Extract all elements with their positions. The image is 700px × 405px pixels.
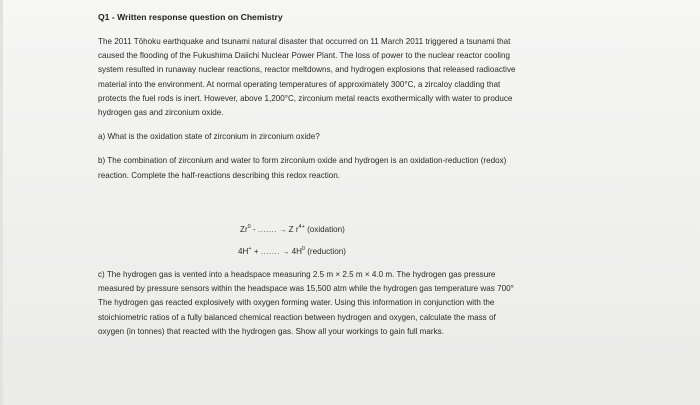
electron-blank-1: ....... (257, 225, 278, 234)
oxidation-half-reaction (240, 224, 345, 237)
product-zr: Z r (288, 225, 299, 234)
electron-blank-2: ....... (260, 247, 281, 256)
oxidation-label: (oxidation) (307, 225, 345, 234)
question-title: Q1 - Written response question on Chemistry (98, 12, 283, 22)
part-b-question: b) The combination of zirconium and water to form zirconium oxide and hydrogen is an oxidation-reduction (redox) reaction. Complete the half-reactions describing this redox reaction. (98, 156, 507, 180)
part-c-block (98, 268, 518, 339)
reaction-arrow-icon: → (279, 227, 287, 234)
reactant-zr-charge: 0 (247, 224, 251, 230)
operator-plus: + (253, 247, 259, 256)
product-h: 4H (291, 247, 302, 256)
intro-paragraph: The 2011 Tōhoku earthquake and tsunami natural disaster that occurred on 11 March 2011 triggered a tsunami that caused the flooding of the Fukushima Daiichi Nuclear Power Plant. The loss of power to the nuclear reactor cooling system resulted in runaway nuclear reactions, reactor meltdowns, and hydrogen explosions that released radioactive material into the environment. At normal operating temperatures of approximately 300°C, a zircaloy cladding that protects the fuel rods is inert. However, above 1,200°C, zirconium metal reacts exothermically with water to produce hydrogen gas and zirconium oxide. (98, 37, 516, 118)
reactant-zr: Zr (240, 225, 248, 234)
question-body (98, 11, 518, 183)
reactant-h-charge: + (248, 246, 252, 252)
reduction-label: (reduction) (307, 247, 346, 256)
product-h-charge: 0 (301, 246, 305, 252)
operator-minus: - (252, 225, 256, 234)
part-a-question: a) What is the oxidation state of zirconium in zirconium oxide? (98, 132, 320, 142)
reduction-half-reaction (238, 246, 346, 259)
reactant-h: 4H (238, 247, 249, 256)
reaction-arrow-icon: → (282, 249, 290, 256)
product-zr-charge: 4+ (298, 224, 305, 230)
part-c-question: c) The hydrogen gas is vented into a headspace measuring 2.5 m × 2.5 m × 4.0 m. The hydrogen gas pressure measured by pressure sensors within the headspace was 15,500 atm while the hydrogen gas temperature was 700° The hydrogen gas reacted explosively with oxygen forming water. Using this information in conjunction with the stoichiometric ratios of a fully balanced chemical reaction between hydrogen and oxygen, calculate the mass of oxygen (in tonnes) that reacted with the hydrogen gas. Show all your workings to gain full marks. (98, 270, 514, 336)
page-edge (0, 0, 3, 405)
